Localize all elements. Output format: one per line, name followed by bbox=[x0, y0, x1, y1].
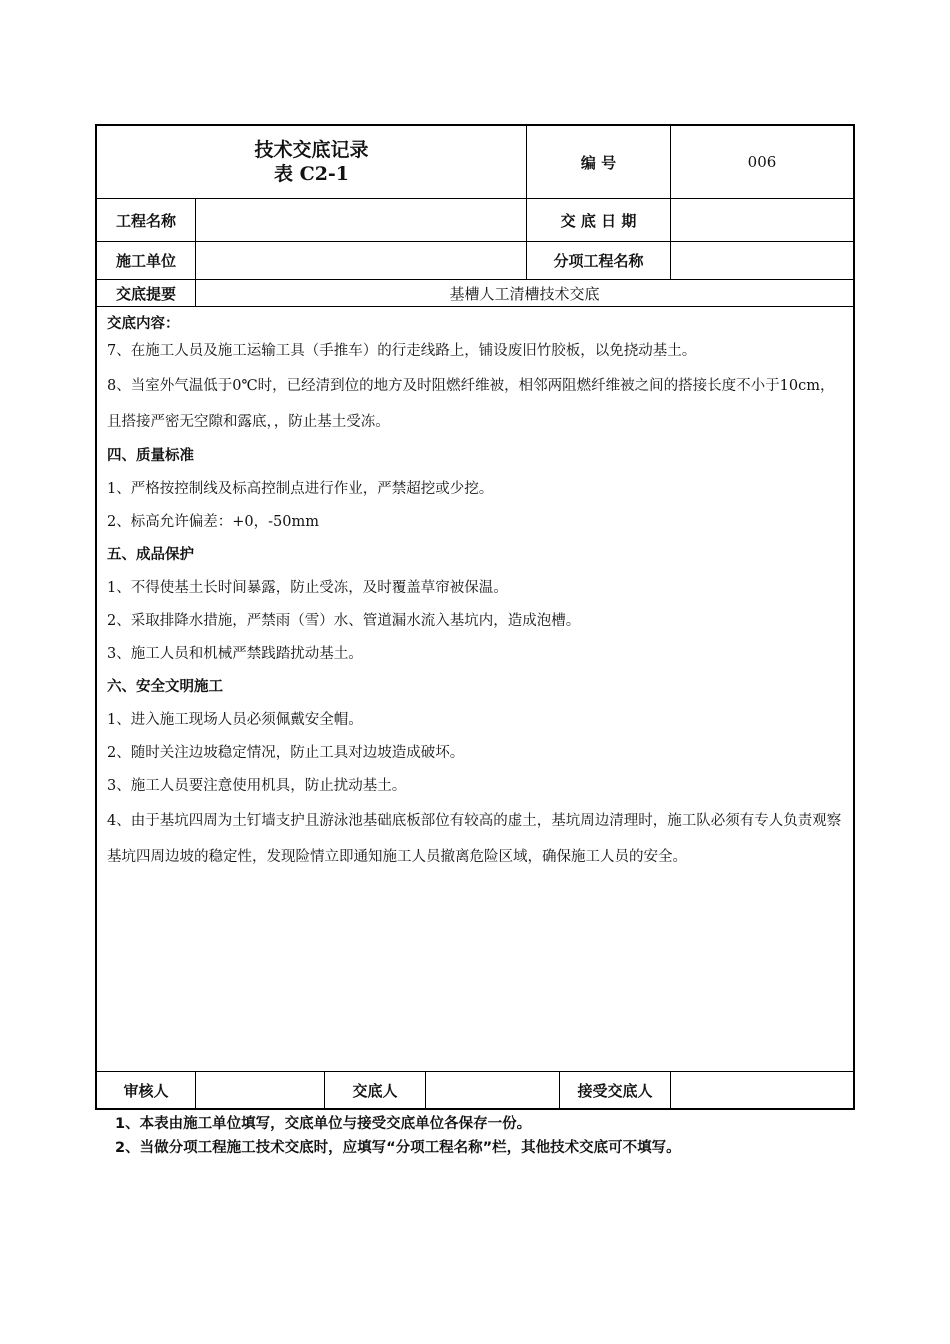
section-title-safety: 六、安全文明施工 bbox=[107, 679, 223, 695]
sub-project-label: 分项工程名称 bbox=[527, 242, 671, 280]
content-item: 1、进入施工现场人员必须佩戴安全帽。 bbox=[107, 712, 363, 728]
form-notes bbox=[115, 1112, 681, 1160]
section-title-protection: 五、成品保护 bbox=[107, 547, 194, 563]
note-item: 1、本表由施工单位填写，交底单位与接受交底单位各保存一份。 bbox=[115, 1116, 532, 1132]
receiver-field[interactable] bbox=[671, 1072, 853, 1108]
project-name-label: 工程名称 bbox=[97, 199, 196, 242]
content-item: 7、在施工人员及施工运输工具（手推车）的行走线路上，铺设废旧竹胶板，以免挠动基土。 bbox=[107, 343, 697, 359]
technical-briefing-form bbox=[95, 124, 855, 1110]
number-value[interactable]: 006 bbox=[671, 126, 853, 199]
construction-unit-label: 施工单位 bbox=[97, 242, 196, 280]
form-title-line1: 技术交底记录 bbox=[254, 139, 369, 161]
content-item: 8、当室外气温低于0℃时，已经清到位的地方及时阻燃纤维被，相邻两阻燃纤维被之间的搭接长度不小于10cm，且搭接严密无空隙和露底，，防止基土受冻。 bbox=[107, 378, 835, 430]
presenter-label: 交底人 bbox=[325, 1072, 426, 1108]
note-item: 2、当做分项工程施工技术交底时，应填写“分项工程名称”栏，其他技术交底可不填写。 bbox=[115, 1140, 681, 1156]
form-title-line2: 表 C2-1 bbox=[273, 163, 350, 185]
date-label: 交 底 日 期 bbox=[527, 199, 671, 242]
date-field[interactable] bbox=[671, 199, 853, 242]
content-item: 1、不得使基土长时间暴露，防止受冻，及时覆盖草帘被保温。 bbox=[107, 580, 508, 596]
content-item: 1、严格按控制线及标高控制点进行作业，严禁超挖或少挖。 bbox=[107, 481, 494, 497]
content-item: 2、采取排降水措施，严禁雨（雪）水、管道漏水流入基坑内，造成泡槽。 bbox=[107, 613, 581, 629]
content-item: 3、施工人员要注意使用机具，防止扰动基土。 bbox=[107, 778, 407, 794]
presenter-field[interactable] bbox=[426, 1072, 560, 1108]
content-item: 2、随时关注边坡稳定情况，防止工具对边坡造成破坏。 bbox=[107, 745, 465, 761]
content-item: 3、施工人员和机械严禁践踏扰动基土。 bbox=[107, 646, 363, 662]
construction-unit-field[interactable] bbox=[196, 242, 527, 280]
receiver-label: 接受交底人 bbox=[560, 1072, 671, 1108]
content-item: 4、由于基坑四周为土钉墙支护且游泳池基础底板部位有较高的虚土，基坑周边清理时，施工队必须有专人负责观察基坑四周边坡的稳定性，发现险情立即通知施工人员撤离危险区域，确保施工人员的安全。 bbox=[107, 813, 842, 865]
section-title-quality: 四、质量标准 bbox=[107, 448, 194, 464]
sub-project-field[interactable] bbox=[671, 242, 853, 280]
summary-field[interactable]: 基槽人工清槽技术交底 bbox=[196, 280, 853, 307]
reviewer-field[interactable] bbox=[196, 1072, 325, 1108]
briefing-content bbox=[97, 307, 853, 1072]
reviewer-label: 审核人 bbox=[97, 1072, 196, 1108]
form-title bbox=[97, 126, 527, 199]
number-label: 编 号 bbox=[527, 126, 671, 199]
content-heading: 交底内容： bbox=[107, 316, 180, 332]
summary-label: 交底提要 bbox=[97, 280, 196, 307]
project-name-field[interactable] bbox=[196, 199, 527, 242]
content-item: 2、标高允许偏差：+0，-50mm bbox=[107, 514, 319, 530]
